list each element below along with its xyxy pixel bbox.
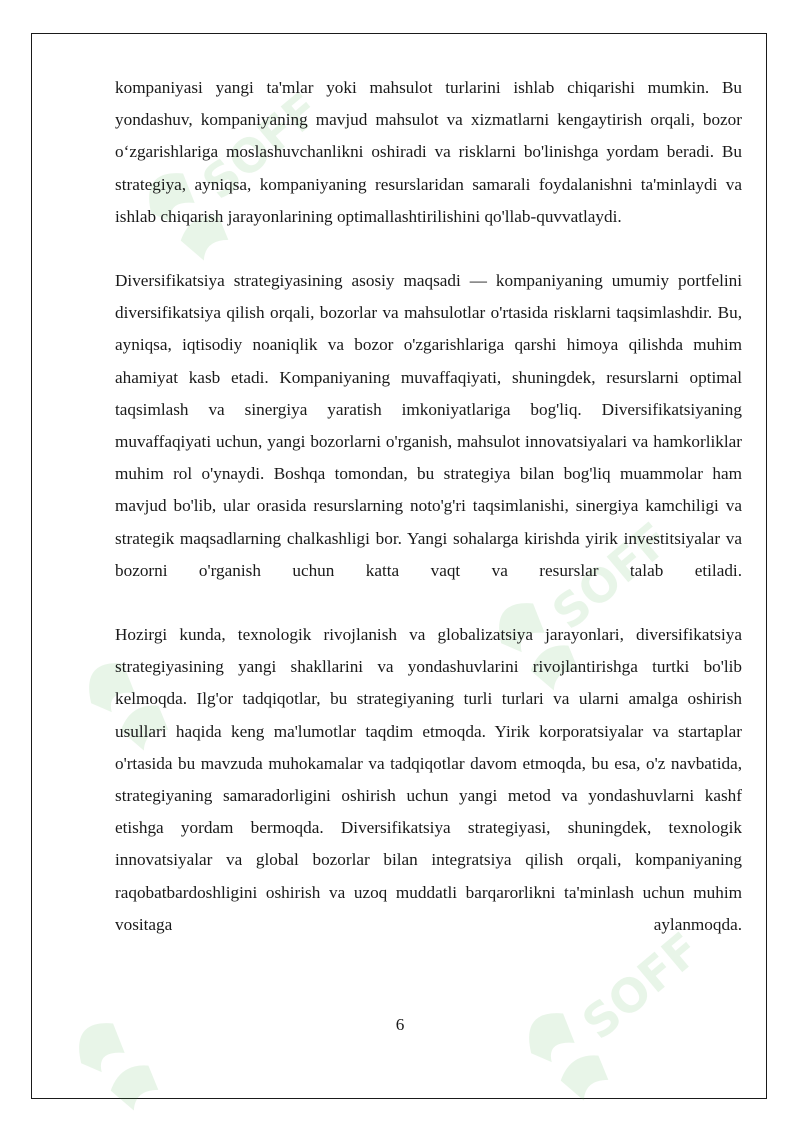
page-number: 6: [395, 1015, 405, 1034]
document-body: [115, 72, 742, 973]
paragraph-3: Hozirgi kunda, texnologik rivojlanish va globalizatsiya jarayonlari, diversifikatsiya strategiyasining yangi shakllarini va yondashuvlarini rivojlantirishga turtki bo'lib kelmoqda. Ilg'or tadqiqotlar, bu strategiyaning turli turlari va ularni amalga oshirish usullari haqida keng ma'lumotlar taqdim etmoqda. Yirik korporatsiyalar va startaplar o'rtasida bu mavzuda muhokamalar va tadqiqotlar davom etmoqda, bu esa, o'z navbatida, strategiyaning samaradorligini oshirish uchun yangi metod va yondashuvlarni kashf etishga yordam bermoqda. Diversifikatsiya strategiyasi, shuningdek, texnologik innovatsiyalar va global bozorlar bilan integratsiya qilish orqali, kompaniyaning raqobatbardoshligini oshirish va uzoq muddatli barqarorlikni ta'minlash uchun muhim vositaga aylanmoqda.: [115, 625, 742, 934]
paragraph-2: Diversifikatsiya strategiyasining asosiy maqsadi — kompaniyaning umumiy portfelini diversifikatsiya qilish orqali, bozorlar va mahsulotlar o'rtasida risklarni taqsimlashdir. Bu, ayniqsa, iqtisodiy noaniqlik va bozor o'zgarishlariga qarshi himoya qilishda muhim ahamiyat kasb etadi. Kompaniyaning muvaffaqiyati, shuningdek, resurslarni optimal taqsimlash va sinergiya yaratish imkoniyatlariga bog'liq. Diversifikatsiyaning muvaffaqiyati uchun, yangi bozorlarni o'rganish, mahsulot innovatsiyalari va hamkorliklar muhim rol o'ynaydi. Boshqa tomondan, bu strategiya bilan bog'liq muammolar ham mavjud bo'lib, ular orasida resurslarning noto'g'ri taqsimlanishi, sinergiya kamchiligi va strategik maqsadlarning chalkashligi bor. Yangi sohalarga kirishda yirik investitsiyalar va bozorni o'rganish uchun katta vaqt va resurslar talab etiladi.: [115, 271, 742, 580]
watermark-text: SOFF: [572, 921, 711, 1050]
watermark-text: SOFF: [192, 81, 331, 210]
watermark-text: SOFF: [542, 511, 681, 640]
paragraph-1: kompaniyasi yangi ta'mlar yoki mahsulot turlarini ishlab chiqarishi mumkin. Bu yondashuv, kompaniyaning mavjud mahsulot va xizmatlarni kengaytirish orqali, bozor oʻzgarishlariga moslashuvchanlikni oshiradi va risklarni bo'linishga yordam beradi. Bu strategiya, ayniqsa, kompaniyaning resurslaridan samarali foydalanishni ta'minlaydi va ishlab chiqarish jarayonlarining optimallashtirilishini qo'llab-quvvatlaydi.: [115, 78, 742, 226]
